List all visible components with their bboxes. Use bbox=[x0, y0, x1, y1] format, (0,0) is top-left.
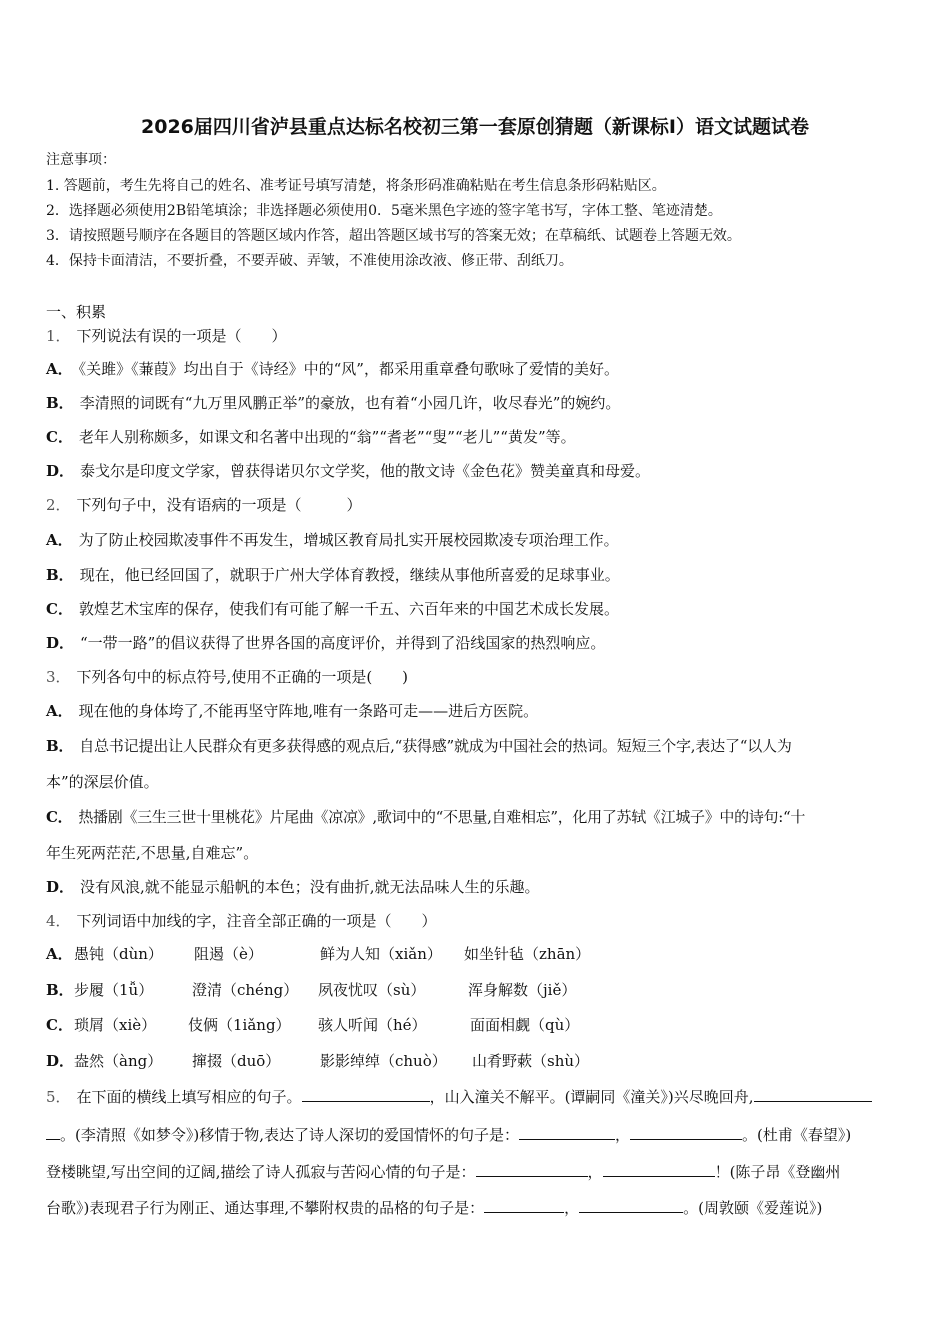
question-text: 。(李清照《如梦令》)移情于物,表达了诗人深切的爱国情怀的句子是： bbox=[60, 1126, 519, 1144]
option-label: B． bbox=[46, 394, 74, 412]
question-text: ，山入潼关不解平。(谭嗣同《潼关》)兴尽晚回舟, bbox=[429, 1088, 754, 1106]
answer-blank[interactable] bbox=[46, 1125, 60, 1140]
question-number: 5． bbox=[46, 1088, 71, 1106]
option-label: B． bbox=[46, 737, 74, 755]
question-2-stem bbox=[46, 494, 362, 516]
option-word: 步履（1ǚ） bbox=[74, 981, 154, 999]
question-text: 下列各句中的标点符号,使用不正确的一项是( ) bbox=[76, 668, 409, 686]
question-number: 2． bbox=[46, 496, 71, 514]
option-text: 现在他的身体垮了,不能再坚守阵地,唯有一条路可走——进后方医院。 bbox=[78, 702, 539, 720]
option-label: C． bbox=[46, 808, 73, 826]
answer-blank[interactable] bbox=[302, 1087, 430, 1102]
question-2-option-d bbox=[46, 632, 605, 654]
answer-blank[interactable] bbox=[519, 1125, 615, 1140]
option-label: C． bbox=[46, 1016, 73, 1034]
option-word: 影影绰绰（chuò） bbox=[320, 1052, 447, 1070]
option-text: 泰戈尔是印度文学家，曾获得诺贝尔文学奖，他的散文诗《金色花》赞美童真和母爱。 bbox=[80, 462, 651, 480]
option-label: D． bbox=[46, 634, 75, 652]
answer-blank[interactable] bbox=[476, 1162, 588, 1177]
question-text: ， bbox=[587, 1163, 603, 1181]
question-3-option-b-cont: 本”的深层价值。 bbox=[46, 773, 159, 791]
option-text: 现在，他已经回国了，就职于广州大学体育教授，继续从事他所喜爱的足球事业。 bbox=[79, 566, 620, 584]
notice-item-2: 2．选择题必须使用2B铅笔填涂；非选择题必须使用0．5毫米黑色字迹的签字笔书写，字体工整、笔迹清楚。 bbox=[46, 203, 722, 219]
option-word: 浑身解数（jiě） bbox=[468, 981, 577, 999]
question-5-line-2 bbox=[46, 1124, 851, 1146]
option-text: 热播剧《三生三世十里桃花》片尾曲《凉凉》,歌词中的“不思量,自难相忘”，化用了苏轼《江城子》中的诗句:“十 bbox=[78, 808, 806, 826]
question-5-line-4 bbox=[46, 1197, 822, 1219]
option-label: D． bbox=[46, 1052, 75, 1070]
question-2-option-a bbox=[46, 529, 619, 551]
question-text: 登楼眺望,写出空间的辽阔,描绘了诗人孤寂与苦闷心情的句子是： bbox=[46, 1163, 476, 1181]
answer-blank[interactable] bbox=[579, 1198, 683, 1213]
question-4-option-b bbox=[46, 979, 577, 1001]
option-word: 面面相觑（qù） bbox=[470, 1016, 580, 1034]
question-1-option-b bbox=[46, 392, 620, 414]
option-text: 自总书记提出让人民群众有更多获得感的观点后,“获得感”就成为中国社会的热词。短短三个字,表达了“以人为 bbox=[79, 737, 792, 755]
option-text: 老年人别称颇多，如课文和名著中出现的“翁”“耆老”“叟”“老儿”“黄发”等。 bbox=[78, 428, 576, 446]
answer-blank[interactable] bbox=[630, 1125, 742, 1140]
option-word: 阻遏（è） bbox=[194, 945, 263, 963]
option-label: B． bbox=[46, 566, 74, 584]
option-text: 敦煌艺术宝库的保存，使我们有可能了解一千五、六百年来的中国艺术成长发展。 bbox=[78, 600, 619, 618]
question-text: ！(陈子昂《登幽州 bbox=[714, 1163, 841, 1181]
option-text: 《关雎》《蒹葭》均出自于《诗经》中的“风”，都采用重章叠句歌咏了爱情的美好。 bbox=[78, 360, 619, 378]
question-text: 台歌》)表现君子行为刚正、通达事理,不攀附权贵的品格的句子是： bbox=[46, 1199, 485, 1217]
answer-blank[interactable] bbox=[603, 1162, 715, 1177]
question-4-option-d bbox=[46, 1050, 590, 1072]
question-text: 下列句子中，没有语病的一项是（ ） bbox=[76, 496, 362, 514]
question-number: 4． bbox=[46, 912, 71, 930]
question-1-option-a bbox=[46, 358, 619, 380]
option-label: C． bbox=[46, 600, 73, 618]
option-word: 撺掇（duō） bbox=[192, 1052, 281, 1070]
question-2-option-c bbox=[46, 598, 619, 620]
option-label: B． bbox=[46, 981, 74, 999]
option-word: 山肴野蔌（shù） bbox=[472, 1052, 590, 1070]
option-word: 鲜为人知（xiǎn） bbox=[320, 945, 442, 963]
question-1-stem bbox=[46, 325, 287, 347]
option-word: 琐屑（xiè） bbox=[74, 1016, 157, 1034]
option-word: 夙夜忧叹（sù） bbox=[318, 981, 426, 999]
answer-blank[interactable] bbox=[754, 1087, 872, 1102]
question-4-option-c bbox=[46, 1014, 580, 1036]
question-3-option-d bbox=[46, 876, 540, 898]
option-text: “一带一路”的倡议获得了世界各国的高度评价，并得到了沿线国家的热烈响应。 bbox=[80, 634, 606, 652]
question-number: 3． bbox=[46, 668, 71, 686]
page-title: 2026届四川省泸县重点达标名校初三第一套原创猜题（新课标Ⅰ）语文试题试卷 bbox=[141, 116, 809, 138]
question-3-option-b bbox=[46, 735, 792, 757]
option-label: A． bbox=[46, 531, 73, 549]
question-text: 下列词语中加线的字，注音全部正确的一项是（ ） bbox=[76, 912, 437, 930]
option-label: A． bbox=[46, 945, 73, 963]
answer-blank[interactable] bbox=[484, 1198, 564, 1213]
question-3-stem bbox=[46, 666, 408, 688]
option-word: 骇人听闻（hé） bbox=[318, 1016, 427, 1034]
question-text: 。(杜甫《春望》) bbox=[742, 1126, 852, 1144]
option-label: D． bbox=[46, 878, 75, 896]
question-number: 1． bbox=[46, 327, 71, 345]
question-1-option-d bbox=[46, 460, 650, 482]
notice-heading: 注意事项： bbox=[46, 152, 116, 168]
option-label: D． bbox=[46, 462, 75, 480]
option-label: A． bbox=[46, 702, 73, 720]
question-text: 在下面的横线上填写相应的句子。 bbox=[76, 1088, 302, 1106]
question-1-option-c bbox=[46, 426, 576, 448]
notice-item-4: 4．保持卡面清洁，不要折叠，不要弄破、弄皱，不准使用涂改液、修正带、刮纸刀。 bbox=[46, 253, 573, 269]
option-label: A． bbox=[46, 360, 73, 378]
question-text: 下列说法有误的一项是（ ） bbox=[76, 327, 287, 345]
question-text: ， bbox=[614, 1126, 630, 1144]
question-2-option-b bbox=[46, 564, 620, 586]
option-word: 愚钝（dùn） bbox=[74, 945, 163, 963]
question-3-option-c bbox=[46, 806, 805, 828]
section-heading: 一、积累 bbox=[46, 303, 107, 321]
question-text: 。(周敦颐《爱莲说》) bbox=[683, 1199, 823, 1217]
option-word: 澄清（chéng） bbox=[192, 981, 299, 999]
question-3-option-c-cont: 年生死两茫茫,不思量,自难忘”。 bbox=[46, 844, 259, 862]
question-5-line-1 bbox=[46, 1086, 872, 1108]
question-text: ， bbox=[564, 1199, 580, 1217]
question-4-option-a bbox=[46, 943, 591, 965]
notice-item-3: 3．请按照题号顺序在各题目的答题区域内作答，超出答题区域书写的答案无效；在草稿纸、试题卷上答题无效。 bbox=[46, 228, 741, 244]
option-text: 为了防止校园欺凌事件不再发生，增城区教育局扎实开展校园欺凌专项治理工作。 bbox=[78, 531, 619, 549]
question-5-line-3 bbox=[46, 1161, 840, 1183]
option-word: 如坐针毡（zhān） bbox=[464, 945, 591, 963]
option-word: 伎俩（1iǎng） bbox=[188, 1016, 291, 1034]
option-text: 没有风浪,就不能显示船帆的本色；没有曲折,就无法品味人生的乐趣。 bbox=[80, 878, 540, 896]
option-label: C． bbox=[46, 428, 73, 446]
option-text: 李清照的词既有“九万里风鹏正举”的豪放，也有着“小园几许，收尽春光”的婉约。 bbox=[79, 394, 621, 412]
question-4-stem bbox=[46, 910, 437, 932]
notice-item-1: 1. 答题前，考生先将自己的姓名、准考证号填写清楚，将条形码准确粘贴在考生信息条形码粘贴区。 bbox=[46, 178, 666, 194]
option-word: 盎然（àng） bbox=[74, 1052, 163, 1070]
question-3-option-a bbox=[46, 700, 538, 722]
